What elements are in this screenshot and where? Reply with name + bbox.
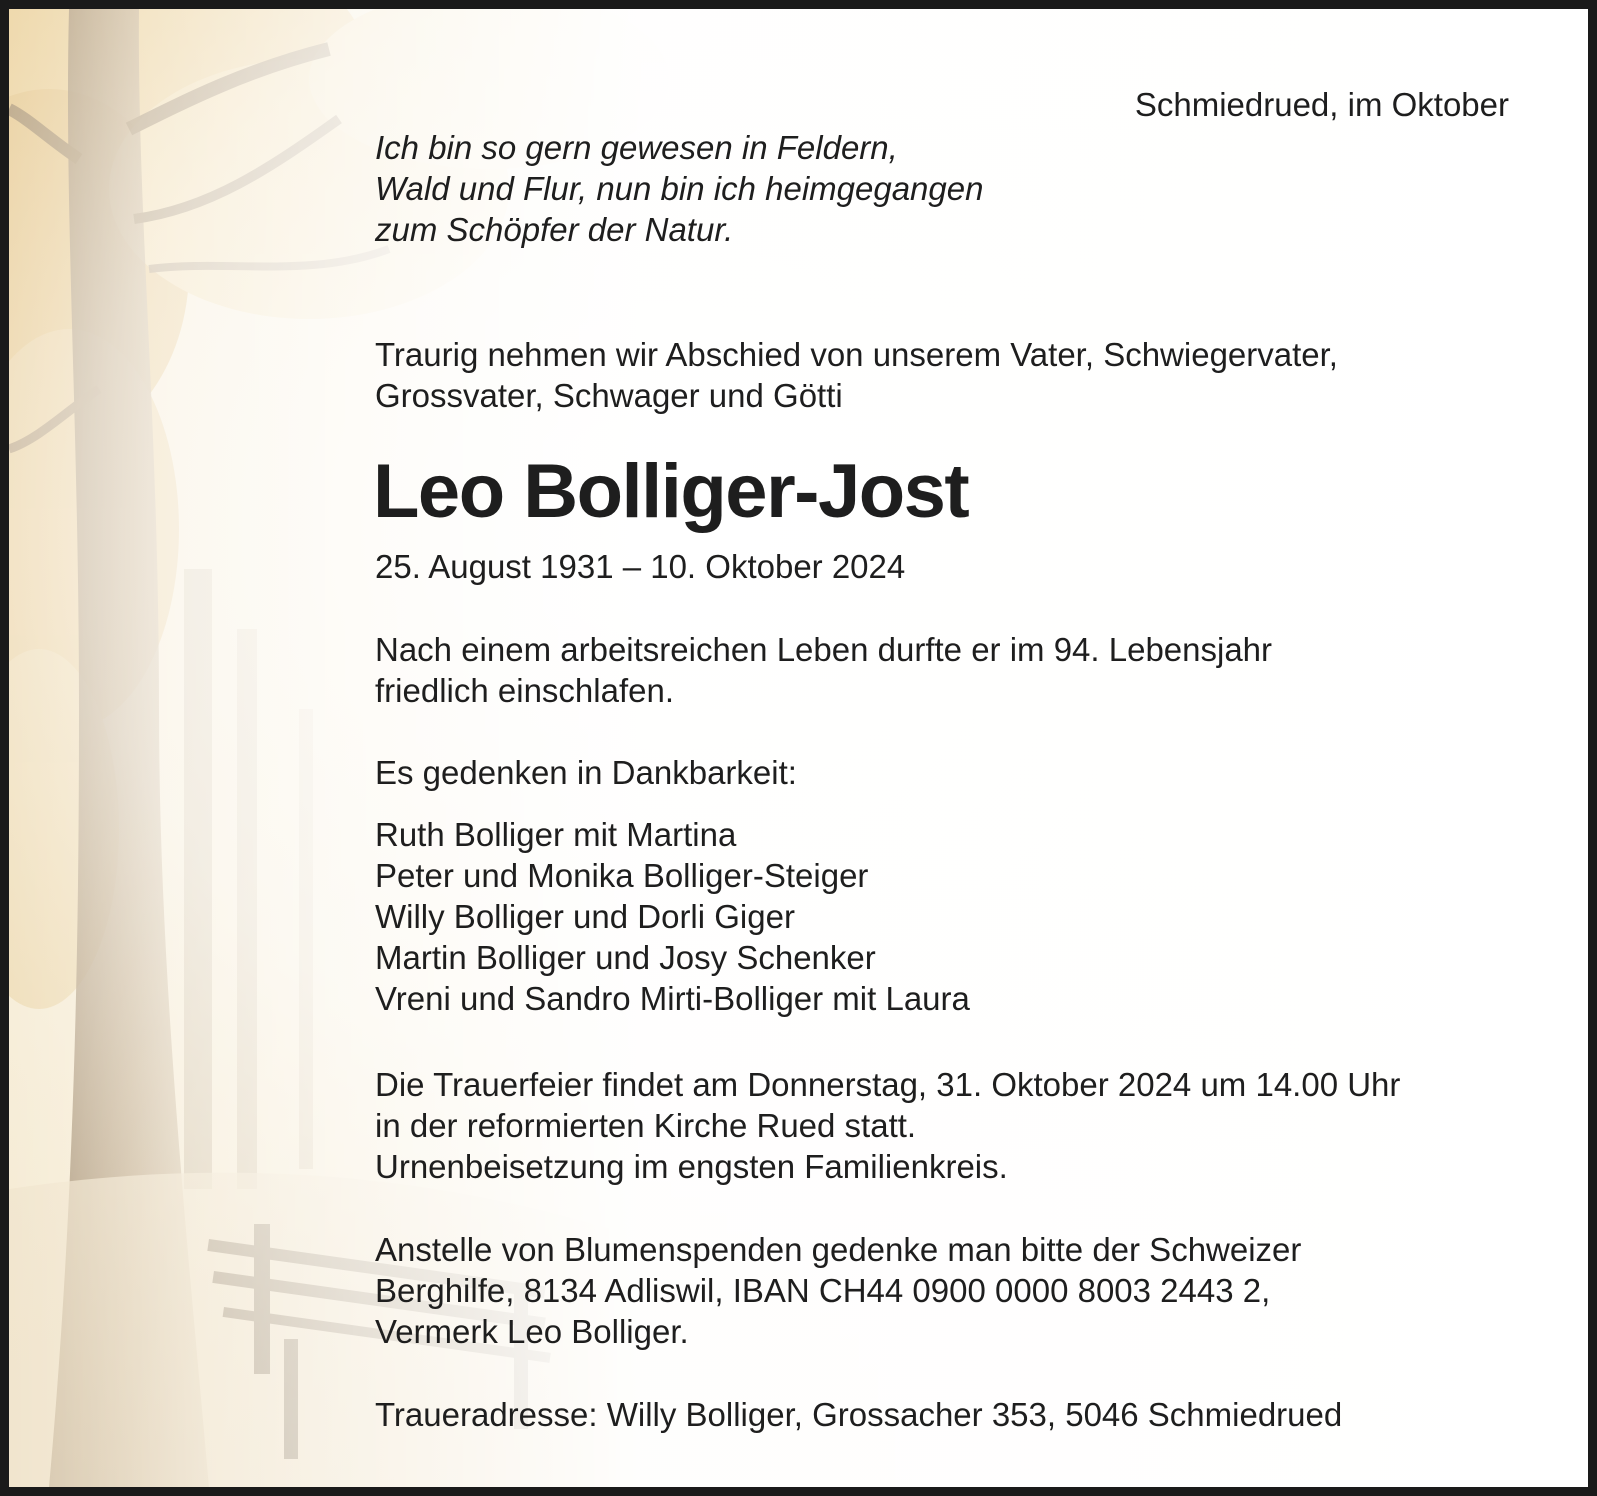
mourning-address [375,1394,1342,1435]
mourners-heading [375,752,797,793]
mourners-label: Es gedenken in Dankbarkeit: [375,754,797,791]
life-statement-line: Nach einem arbeitsreichen Leben durfte er im 94. Lebensjahr [375,631,1273,668]
poem-line: zum Schöpfer der Natur. [375,211,734,248]
donation-line: Vermerk Leo Bolliger. [375,1313,689,1350]
life-statement-line: friedlich einschlafen. [375,672,674,709]
mourner-name: Willy Bolliger und Dorli Giger [375,898,795,935]
farewell-intro [375,334,1338,416]
deceased-name: Leo Bolliger-Jost [373,449,969,534]
service-line: Urnenbeisetzung im engsten Familienkreis. [375,1148,1008,1185]
life-statement [375,629,1272,711]
donation-line: Anstelle von Blumenspenden gedenke man bitte der Schweizer [375,1231,1302,1268]
mourner-name: Vreni und Sandro Mirti-Bolliger mit Laura [375,980,970,1017]
life-dates [375,546,905,587]
mourner-name: Peter und Monika Bolliger-Steiger [375,857,869,894]
notice-text [9,9,1588,1487]
mourners-list [375,814,970,1019]
poem-line: Ich bin so gern gewesen in Feldern, [375,129,898,166]
place-date: Schmiedrued, im Oktober [1134,86,1509,123]
life-dates-text: 25. August 1931 – 10. Oktober 2024 [375,548,906,585]
mourner-name: Ruth Bolliger mit Martina [375,816,737,853]
poem-line: Wald und Flur, nun bin ich heimgegangen [375,170,984,207]
service-line: in der reformierten Kirche Rued statt. [375,1107,917,1144]
intro-line: Grossvater, Schwager und Götti [375,377,843,414]
donation-line: Berghilfe, 8134 Adliswil, IBAN CH44 0900 0000 8003 2443 2, [375,1272,1271,1309]
poem [375,127,983,250]
donation-request [375,1229,1301,1352]
mourning-address-text: Traueradresse: Willy Bolliger, Grossacher 353, 5046 Schmiedrued [375,1396,1343,1433]
mourner-name: Martin Bolliger und Josy Schenker [375,939,876,976]
service-line: Die Trauerfeier findet am Donnerstag, 31. Oktober 2024 um 14.00 Uhr [375,1066,1401,1103]
intro-line: Traurig nehmen wir Abschied von unserem Vater, Schwiegervater, [375,336,1338,373]
funeral-service-info [375,1064,1400,1187]
